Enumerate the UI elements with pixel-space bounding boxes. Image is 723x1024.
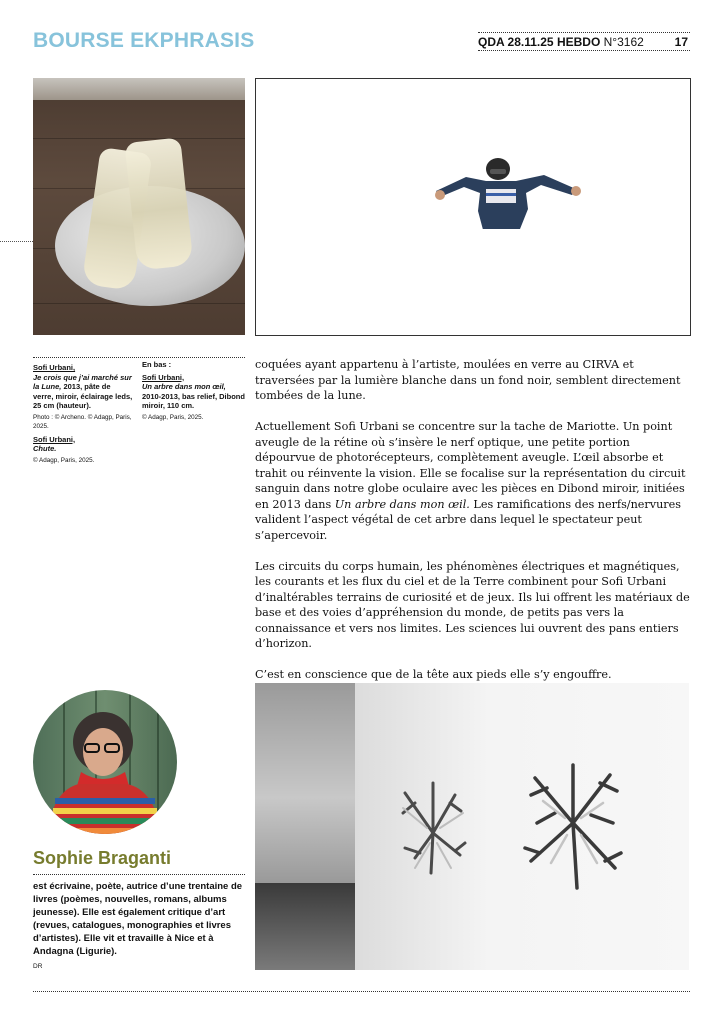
glass-boot-right: [124, 137, 193, 270]
caption-artist-2: Sofi Urbani,: [33, 434, 76, 444]
caption-rule: [33, 357, 245, 358]
work-title-inline: Un arbre dans mon œil.: [334, 497, 470, 511]
issue-number: N°3162: [603, 35, 644, 49]
caption-artist: Sofi Urbani,: [33, 363, 76, 372]
section-title: BOURSE EKPHRASIS: [33, 29, 255, 52]
photo-boots-background: [33, 78, 245, 100]
photo-glass-boots: [33, 78, 245, 335]
paragraph-1: coquées ayant appartenu à l’artiste, moulées en verre au CIRVA et traversées par la lumière blanche dans un fond noir, semblent directement tombées de la lune.: [255, 358, 681, 402]
article-body: [255, 357, 692, 698]
caption-work-2: Chute.: [33, 444, 57, 453]
author-photo-credit: DR: [33, 963, 43, 970]
caption-credit-3: © Adagp, Paris, 2025.: [142, 413, 204, 421]
header-rule-bottom: [478, 50, 690, 51]
caption-artist-3: Sofi Urbani,: [142, 372, 185, 382]
photo-skydiver: [255, 78, 691, 336]
caption-work: Je crois que j’ai marché sur la Lune, 2013, pâte de verre, miroir, éclairage leds, 25 cm (hauteur).: [33, 372, 133, 410]
skydiver-figure: [426, 149, 586, 229]
author-rule: [33, 874, 245, 875]
caption-credit: Photo : © Archeno. © Adagp, Paris, 2025.: [33, 413, 132, 430]
margin-dotted-rule: [0, 241, 33, 242]
caption-credit-2: © Adagp, Paris, 2025.: [33, 456, 95, 464]
mirror-tree-sculptures: [255, 683, 689, 970]
caption-work-3: Un arbre dans mon œil, 2010-2013, bas relief, Dibond miroir, 110 cm.: [142, 382, 245, 410]
author-bio: est écrivaine, poète, autrice d’une trentaine de livres (poèmes, nouvelles, romans, albums jeunesse). Elle est également critique d’art (revues, catalogues, monographies et livres d’artistes). Elle vit et travaille à Nice et à Andagna (Ligurie).: [33, 881, 243, 957]
paragraph-2: Actuellement Sofi Urbani se concentre sur la tache de Mariotte. Un point aveugle de la rétine où s’insère le nerf optique, une petite portion dépourvue de photorécepteurs, complètement aveugle. L’œil absorbe et trahit ou réinvente la vision. Elle se focalise sur la représentation du circuit sanguin dans notre globe oculaire avec les pièces en Dibond miroir, initiées en 2013 dans Un arbre dans mon œil. Les ramifications des nerfs/nervures valident l’aspect végétal de cet arbre dans lequel le spectateur peut s’apercevoir.: [255, 420, 686, 542]
author-name: Sophie Braganti: [33, 848, 172, 868]
issue-line: [478, 35, 690, 49]
author-portrait: [33, 690, 177, 834]
page-number: 17: [674, 35, 688, 49]
caption-left: [33, 360, 133, 465]
paragraph-3: Les circuits du corps humain, les phénomènes électriques et magnétiques, les courants et les flux du ciel et de la Terre combinent pour Sofi Urbani d’inaltérables terrains de curiosité et de jeux. Ils lui offrent les matériaux de base et des voies d’appréhension du monde, de petits pas vers la connaissance et vers nos limites. Les sciences lui ouvrent des pans entiers d’horizon.: [255, 559, 690, 650]
author-figure: [33, 690, 177, 834]
issue-label: QDA 28.11.25 HEBDO: [478, 35, 601, 49]
footer-rule: [33, 991, 690, 992]
photo-gallery-installation: [255, 683, 689, 970]
caption-lead: En bas :: [142, 360, 172, 369]
caption-right: [142, 360, 245, 422]
paragraph-4: C’est en conscience que de la tête aux pieds elle s’y engouffre.: [255, 668, 612, 681]
header-rule-top: [478, 32, 690, 33]
